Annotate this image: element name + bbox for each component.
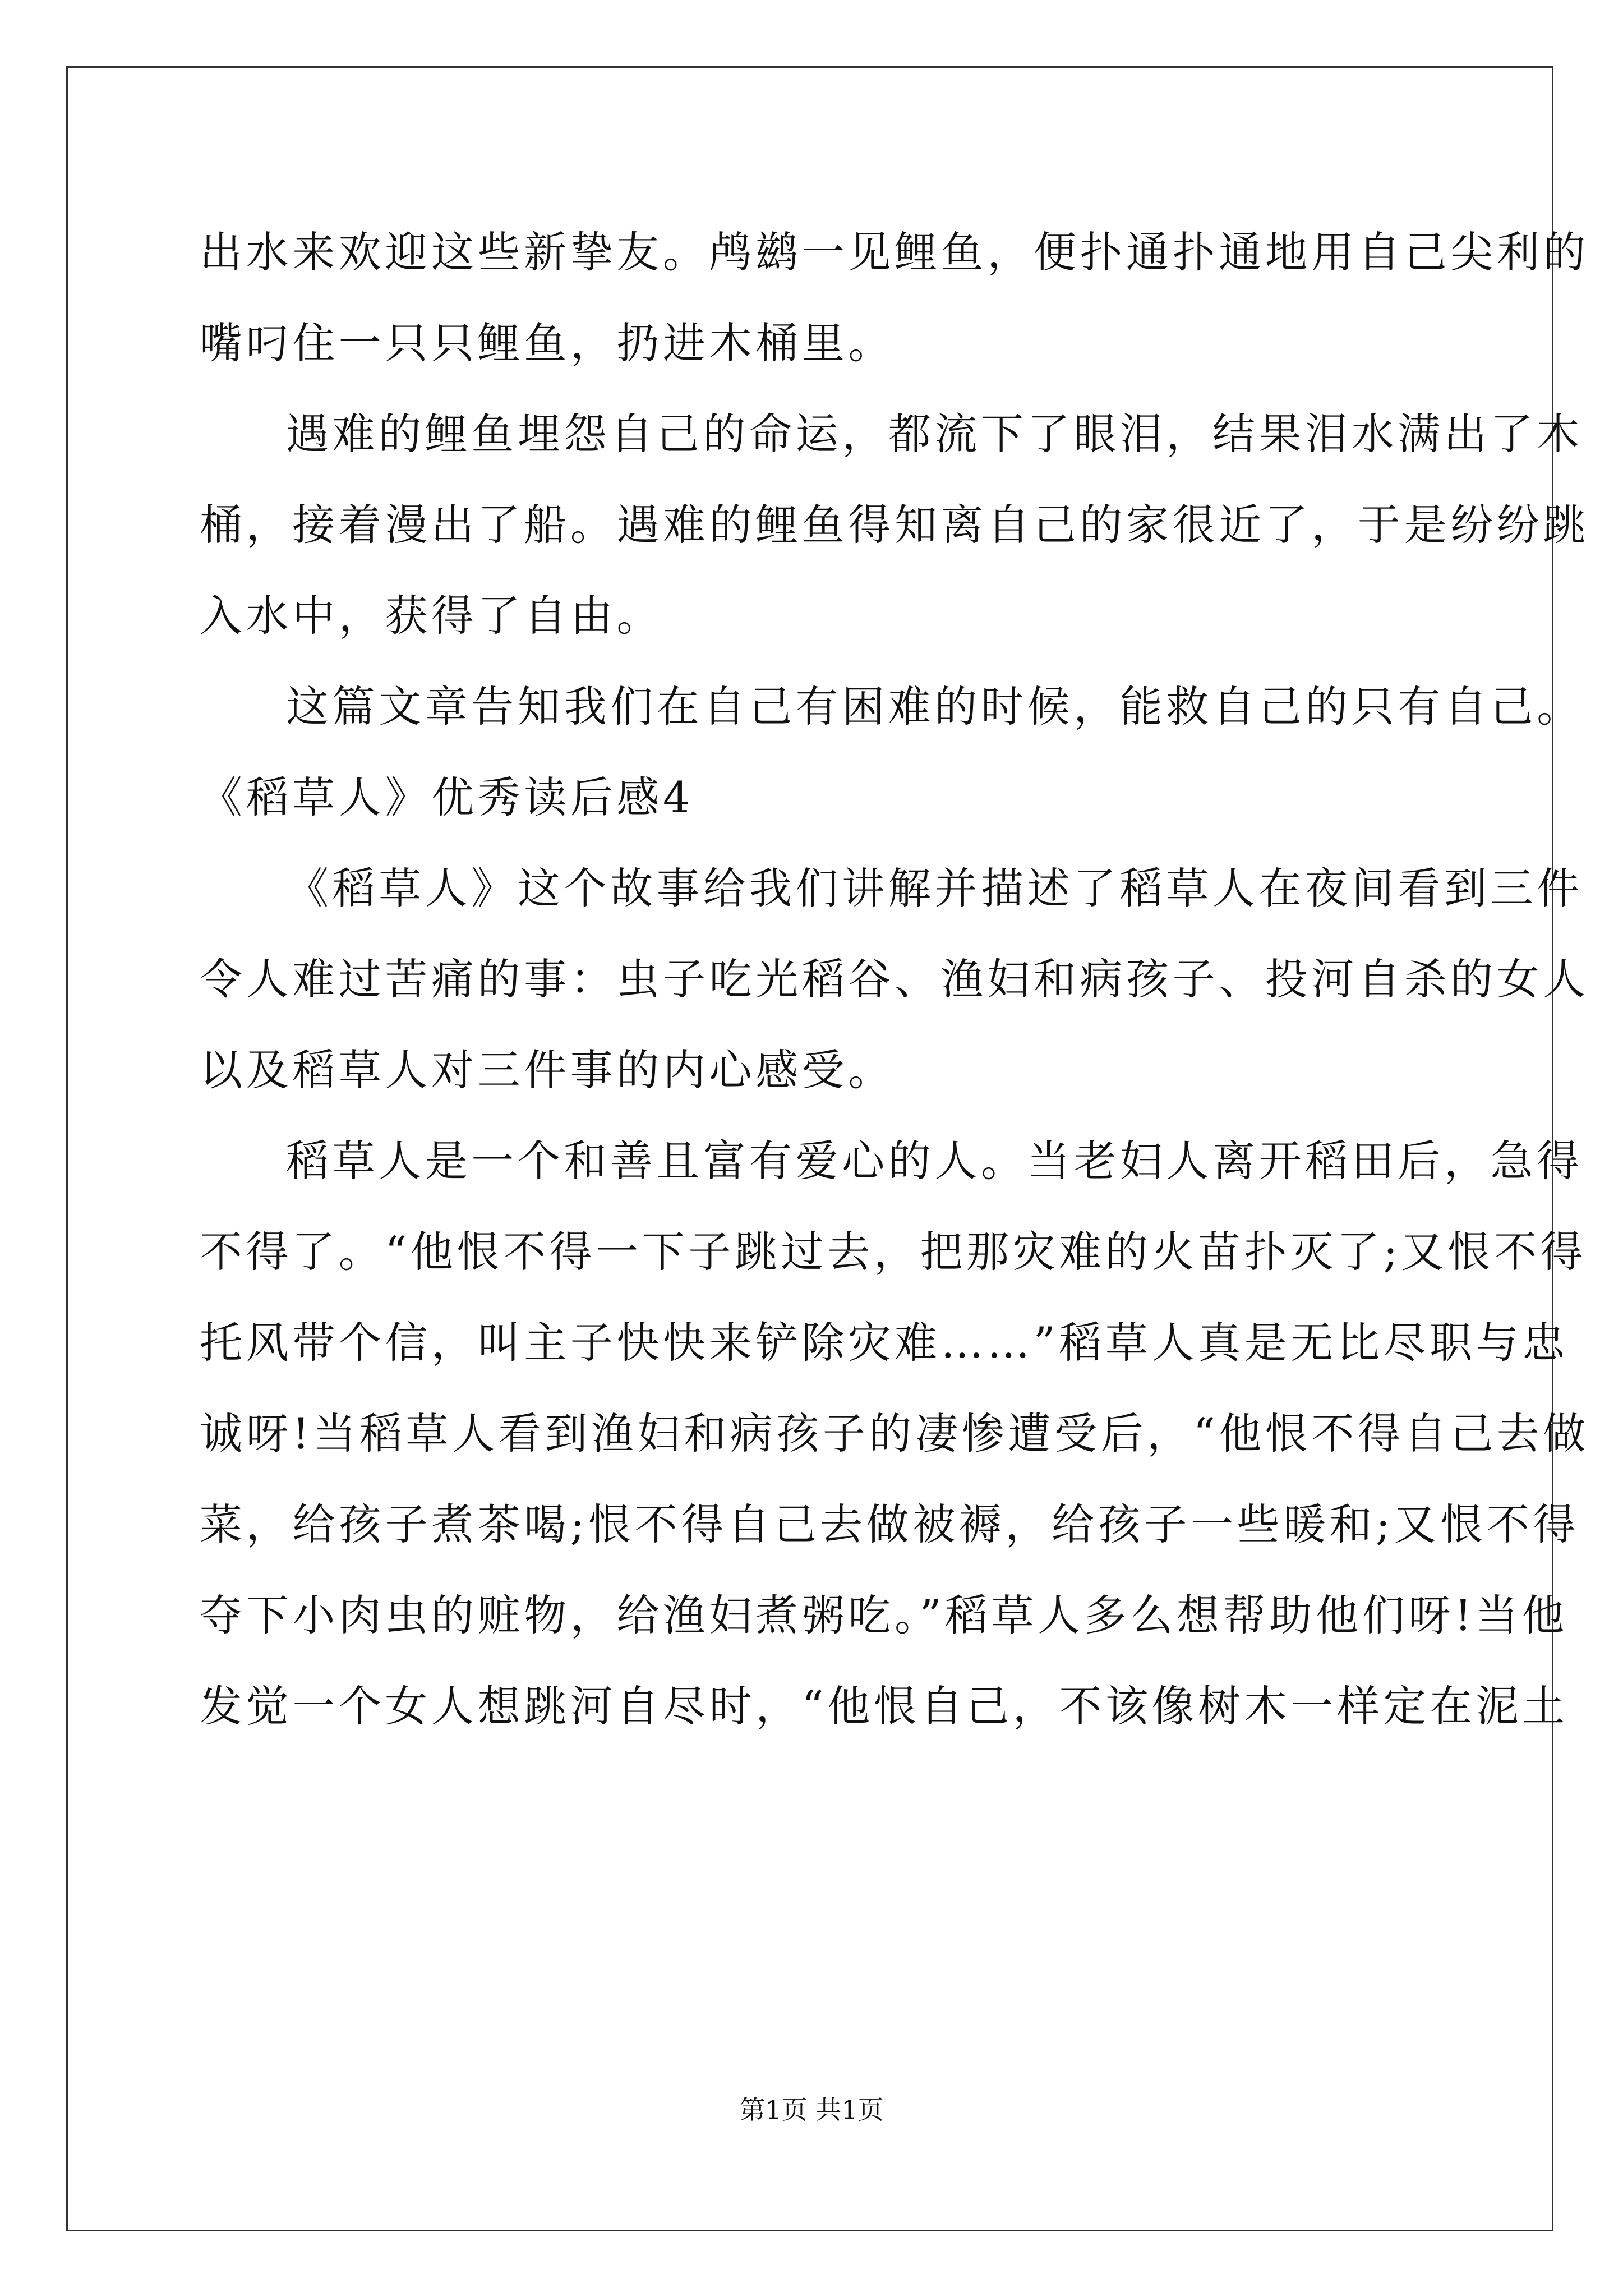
text-line: 《稻草人》这个故事给我们讲解并描述了稻草人在夜间看到三件	[286, 863, 1583, 913]
section-heading: 《稻草人》优秀读后感4	[200, 772, 694, 822]
text-line: 诚呀!当稻草人看到渔妇和病孩子的凄惨遭受后，“他恨不得自己去做	[200, 1409, 1589, 1458]
text-line: 夺下小肉虫的赃物，给渔妇煮粥吃。”稻草人多么想帮助他们呀!当他	[200, 1590, 1568, 1640]
text-line: 以及稻草人对三件事的内心感受。	[200, 1045, 895, 1095]
text-line: 这篇文章告知我们在自己有困难的时候，能救自己的只有自己。	[286, 682, 1583, 731]
document-body	[200, 207, 1589, 1752]
text-line: 桶，接着漫出了船。遇难的鲤鱼得知离自己的家很近了，于是纷纷跳	[200, 500, 1589, 550]
page-number-footer: 第1页 共1页	[739, 2095, 884, 2125]
text-line: 入水中，获得了自由。	[200, 591, 663, 641]
text-line: 托风带个信，叫主子快快来铲除灾难……”稻草人真是无比尽职与忠	[200, 1318, 1569, 1368]
text-line: 令人难过苦痛的事：虫子吃光稻谷、渔妇和病孩子、投河自杀的女人	[200, 954, 1589, 1004]
text-line: 嘴叼住一只只鲤鱼，扔进木桶里。	[200, 318, 895, 368]
text-line: 出水来欢迎这些新挚友。鸬鹚一见鲤鱼，便扑通扑通地用自己尖利的	[200, 227, 1589, 277]
text-line: 不得了。“他恨不得一下子跳过去，把那灾难的火苗扑灭了;又恨不得	[200, 1227, 1587, 1277]
text-line: 菜，给孩子煮茶喝;恨不得自己去做被褥，给孩子一些暖和;又恨不得	[200, 1499, 1579, 1549]
text-line: 发觉一个女人想跳河自尽时，“他恨自己，不该像树木一样定在泥土	[200, 1681, 1569, 1731]
text-line: 稻草人是一个和善且富有爱心的人。当老妇人离开稻田后，急得	[286, 1136, 1583, 1186]
text-line: 遇难的鲤鱼埋怨自己的命运，都流下了眼泪，结果泪水满出了木	[286, 409, 1583, 459]
